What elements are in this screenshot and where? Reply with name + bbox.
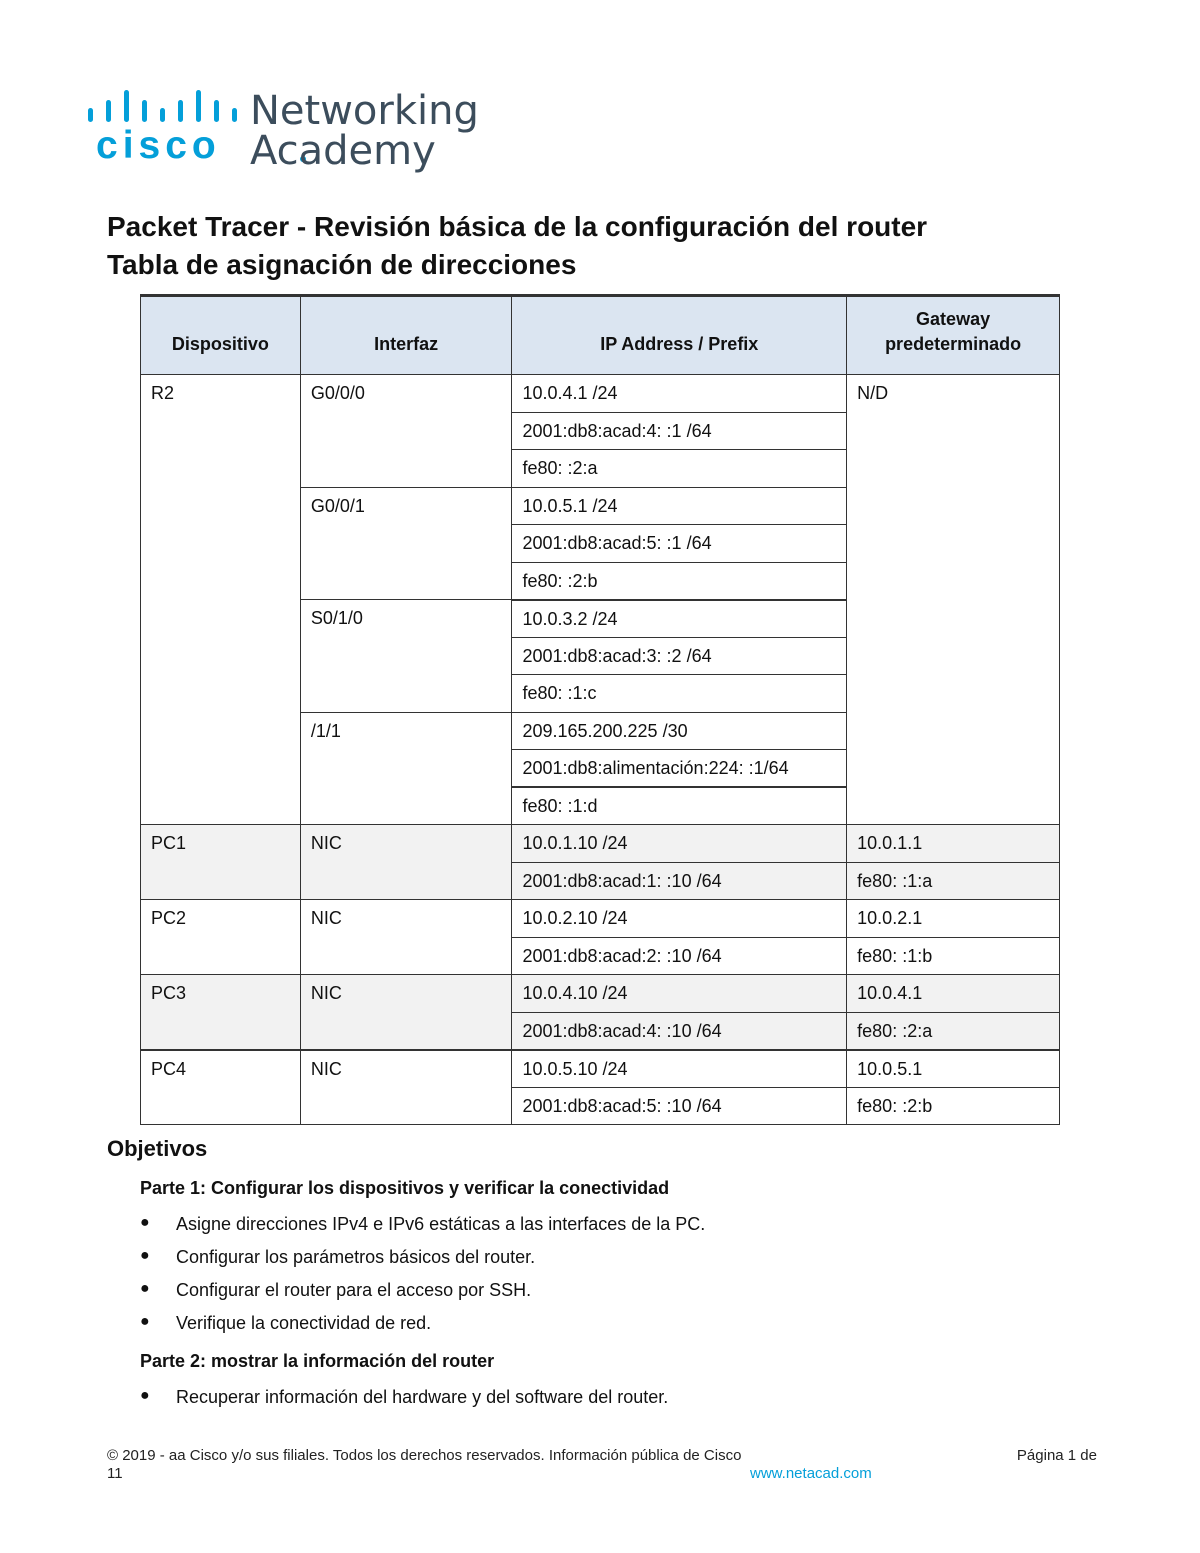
address-cell: 209.165.200.225 /30 (512, 712, 847, 750)
address-cell: 2001:db8:acad:5: :10 /64 (512, 1087, 847, 1125)
address-cell: 2001:db8:acad:3: :2 /64 (512, 637, 847, 675)
title-line-2: Tabla de asignación de direcciones (107, 249, 577, 280)
address-cell: 10.0.2.10 /24 (512, 900, 847, 938)
interface-cell: S0/1/0 (300, 600, 512, 713)
device-cell: R2 (141, 375, 301, 825)
list-item (140, 1214, 705, 1235)
address-cell: 10.0.5.1 /24 (512, 487, 847, 525)
interface-cell: NIC (300, 900, 512, 975)
document-title (107, 208, 927, 284)
address-cell: 2001:db8:acad:1: :10 /64 (512, 862, 847, 900)
bullet-icon: ● (140, 1214, 150, 1231)
gateway-cell: fe80: :1:a (847, 862, 1060, 900)
list-item-text: Configurar los parámetros básicos del router. (176, 1247, 536, 1267)
page-number: Página 1 de (1016, 1447, 1097, 1464)
brand-academy: Academy (250, 128, 436, 174)
interface-cell: G0/0/0 (300, 375, 512, 488)
address-cell: 2001:db8:acad:4: :10 /64 (512, 1012, 847, 1050)
address-cell: 10.0.1.10 /24 (512, 825, 847, 863)
table-row (141, 375, 1060, 413)
table-row (141, 975, 1060, 1013)
interface-cell: NIC (300, 825, 512, 900)
list-item (140, 1280, 531, 1301)
bullet-icon: ● (140, 1387, 150, 1404)
gateway-cell: 10.0.4.1 (847, 975, 1060, 1013)
device-cell: PC4 (141, 1050, 301, 1125)
part1-heading: Parte 1: Configurar los dispositivos y verificar la conectividad (140, 1178, 670, 1198)
bullet-icon: ● (140, 1280, 150, 1297)
gateway-cell: N/D (847, 375, 1060, 825)
header-interface: Interfaz (300, 296, 512, 375)
list-item (140, 1313, 431, 1334)
address-cell: 10.0.4.1 /24 (512, 375, 847, 413)
cisco-networking-academy-logo (86, 88, 486, 183)
address-cell: 2001:db8:acad:5: :1 /64 (512, 525, 847, 563)
gateway-cell: 10.0.1.1 (847, 825, 1060, 863)
address-cell: fe80: :2:b (512, 562, 847, 600)
list-item (140, 1247, 535, 1268)
interface-cell: G0/0/1 (300, 487, 512, 600)
list-item-text: Verifique la conectividad de red. (176, 1313, 432, 1333)
header-ip-address: IP Address / Prefix (512, 296, 847, 375)
table-row (141, 825, 1060, 863)
bullet-icon: ● (140, 1247, 150, 1264)
address-cell: fe80: :2:a (512, 450, 847, 488)
title-line-1: Packet Tracer - Revisión básica de la configuración del router (107, 211, 928, 242)
address-cell: 10.0.3.2 /24 (512, 600, 847, 638)
cisco-wordmark: cisco (96, 124, 221, 167)
cisco-bars-icon (86, 88, 246, 128)
address-cell: 2001:db8:acad:4: :1 /64 (512, 412, 847, 450)
device-cell: PC1 (141, 825, 301, 900)
device-cell: PC3 (141, 975, 301, 1050)
brand-networking: Networking (250, 88, 479, 134)
gateway-cell: fe80: :2:a (847, 1012, 1060, 1050)
header-gateway: Gateway predeterminado (847, 296, 1060, 375)
address-cell: fe80: :1:d (512, 787, 847, 825)
part2-heading: Parte 2: mostrar la información del router (140, 1351, 495, 1371)
header-device: Dispositivo (141, 296, 301, 375)
device-cell: PC2 (141, 900, 301, 975)
netacad-link[interactable]: www.netacad.com (750, 1465, 872, 1482)
gateway-cell: fe80: :1:b (847, 937, 1060, 975)
page-total: 11 (107, 1465, 123, 1482)
address-cell: 10.0.4.10 /24 (512, 975, 847, 1013)
addressing-table (140, 294, 1060, 1125)
address-cell: 10.0.5.10 /24 (512, 1050, 847, 1088)
address-cell: fe80: :1:c (512, 675, 847, 713)
copyright-text: © 2019 - aa Cisco y/o sus filiales. Todos los derechos reservados. Información pública de Cisco (107, 1447, 742, 1464)
table-row (141, 900, 1060, 938)
list-item (140, 1387, 668, 1408)
list-item-text: Configurar el router para el acceso por SSH. (176, 1280, 532, 1300)
gateway-cell: fe80: :2:b (847, 1087, 1060, 1125)
address-cell: 2001:db8:alimentación:224: :1/64 (512, 750, 847, 788)
interface-cell: NIC (300, 975, 512, 1050)
gateway-cell: 10.0.2.1 (847, 900, 1060, 938)
bullet-icon: ● (140, 1313, 150, 1330)
list-item-text: Recuperar información del hardware y del software del router. (176, 1387, 669, 1407)
list-item-text: Asigne direcciones IPv4 e IPv6 estáticas a las interfaces de la PC. (176, 1214, 706, 1234)
gateway-cell: 10.0.5.1 (847, 1050, 1060, 1088)
table-row (141, 1050, 1060, 1088)
address-cell: 2001:db8:acad:2: :10 /64 (512, 937, 847, 975)
interface-cell: /1/1 (300, 712, 512, 825)
table-header-row (141, 296, 1060, 375)
objectives-heading: Objetivos (107, 1136, 208, 1161)
interface-cell: NIC (300, 1050, 512, 1125)
